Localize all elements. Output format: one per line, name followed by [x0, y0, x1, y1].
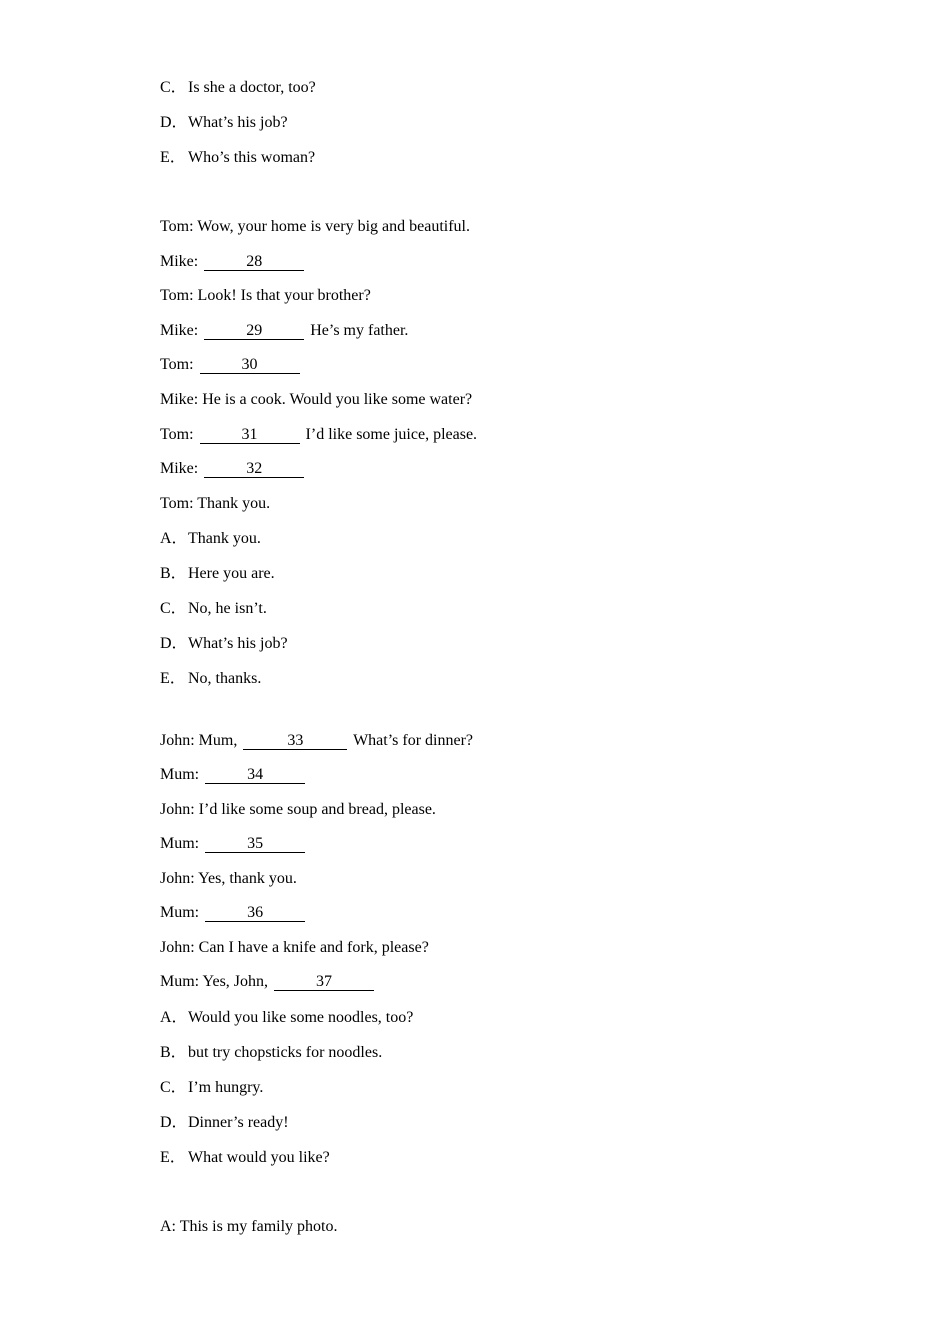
- blank-30: 30: [200, 356, 300, 374]
- blank-36: 36: [205, 904, 305, 922]
- option-a-s3: A．Would you like some noodles, too?: [160, 1009, 414, 1026]
- option-c-s2: C．No, he isn’t.: [160, 600, 267, 617]
- blank-35: 35: [205, 835, 305, 853]
- dialogue-line: John: I’d like some soup and bread, please.: [160, 801, 436, 818]
- dialogue-line: Tom: 31 I’d like some juice, please.: [160, 426, 478, 443]
- dialogue-line: Tom: Thank you.: [160, 495, 271, 512]
- dialogue-line: John: Can I have a knife and fork, please?: [160, 939, 429, 956]
- blank-33: 33: [243, 732, 347, 750]
- dialogue-line: Mike: 32: [160, 459, 306, 479]
- dialogue-line: Mike: 29 He’s my father.: [160, 322, 409, 339]
- dialogue-line: Mum: Yes, John, 37: [160, 972, 376, 992]
- dialogue-line: Tom: 30: [160, 355, 302, 375]
- dialogue-line: John: Mum, 33 What’s for dinner?: [160, 732, 474, 749]
- option-b-s2: B．Here you are.: [160, 565, 275, 582]
- blank-32: 32: [204, 460, 304, 478]
- blank-31: 31: [200, 426, 300, 444]
- dialogue-line: Tom: Look! Is that your brother?: [160, 287, 371, 304]
- option-e-s3: E． What would you like?: [160, 1149, 330, 1166]
- option-e-s1: E． Who’s this woman?: [160, 149, 316, 166]
- dialogue-line: A: This is my family photo.: [160, 1218, 338, 1235]
- dialogue-line: Mum: 35: [160, 834, 307, 854]
- option-a-s2: A．Thank you.: [160, 530, 261, 547]
- dialogue-line: Tom: Wow, your home is very big and beautiful.: [160, 218, 470, 235]
- dialogue-line: Mum: 34: [160, 765, 307, 785]
- dialogue-line: Mike: He is a cook. Would you like some water?: [160, 391, 473, 408]
- option-e-s2: E． No, thanks.: [160, 670, 262, 687]
- dialogue-line: Mike: 28: [160, 252, 306, 272]
- option-d-s2: D．What’s his job?: [160, 635, 288, 652]
- option-d-s1: D．What’s his job?: [160, 114, 288, 131]
- blank-29: 29: [204, 322, 304, 340]
- option-d-s3: D．Dinner’s ready!: [160, 1114, 289, 1131]
- blank-34: 34: [205, 766, 305, 784]
- dialogue-line: John: Yes, thank you.: [160, 870, 297, 887]
- option-c-s1: C．Is she a doctor, too?: [160, 79, 316, 96]
- dialogue-line: Mum: 36: [160, 903, 307, 923]
- option-b-s3: B．but try chopsticks for noodles.: [160, 1044, 383, 1061]
- option-c-s3: C．I’m hungry.: [160, 1079, 264, 1096]
- blank-37: 37: [274, 973, 374, 991]
- blank-28: 28: [204, 253, 304, 271]
